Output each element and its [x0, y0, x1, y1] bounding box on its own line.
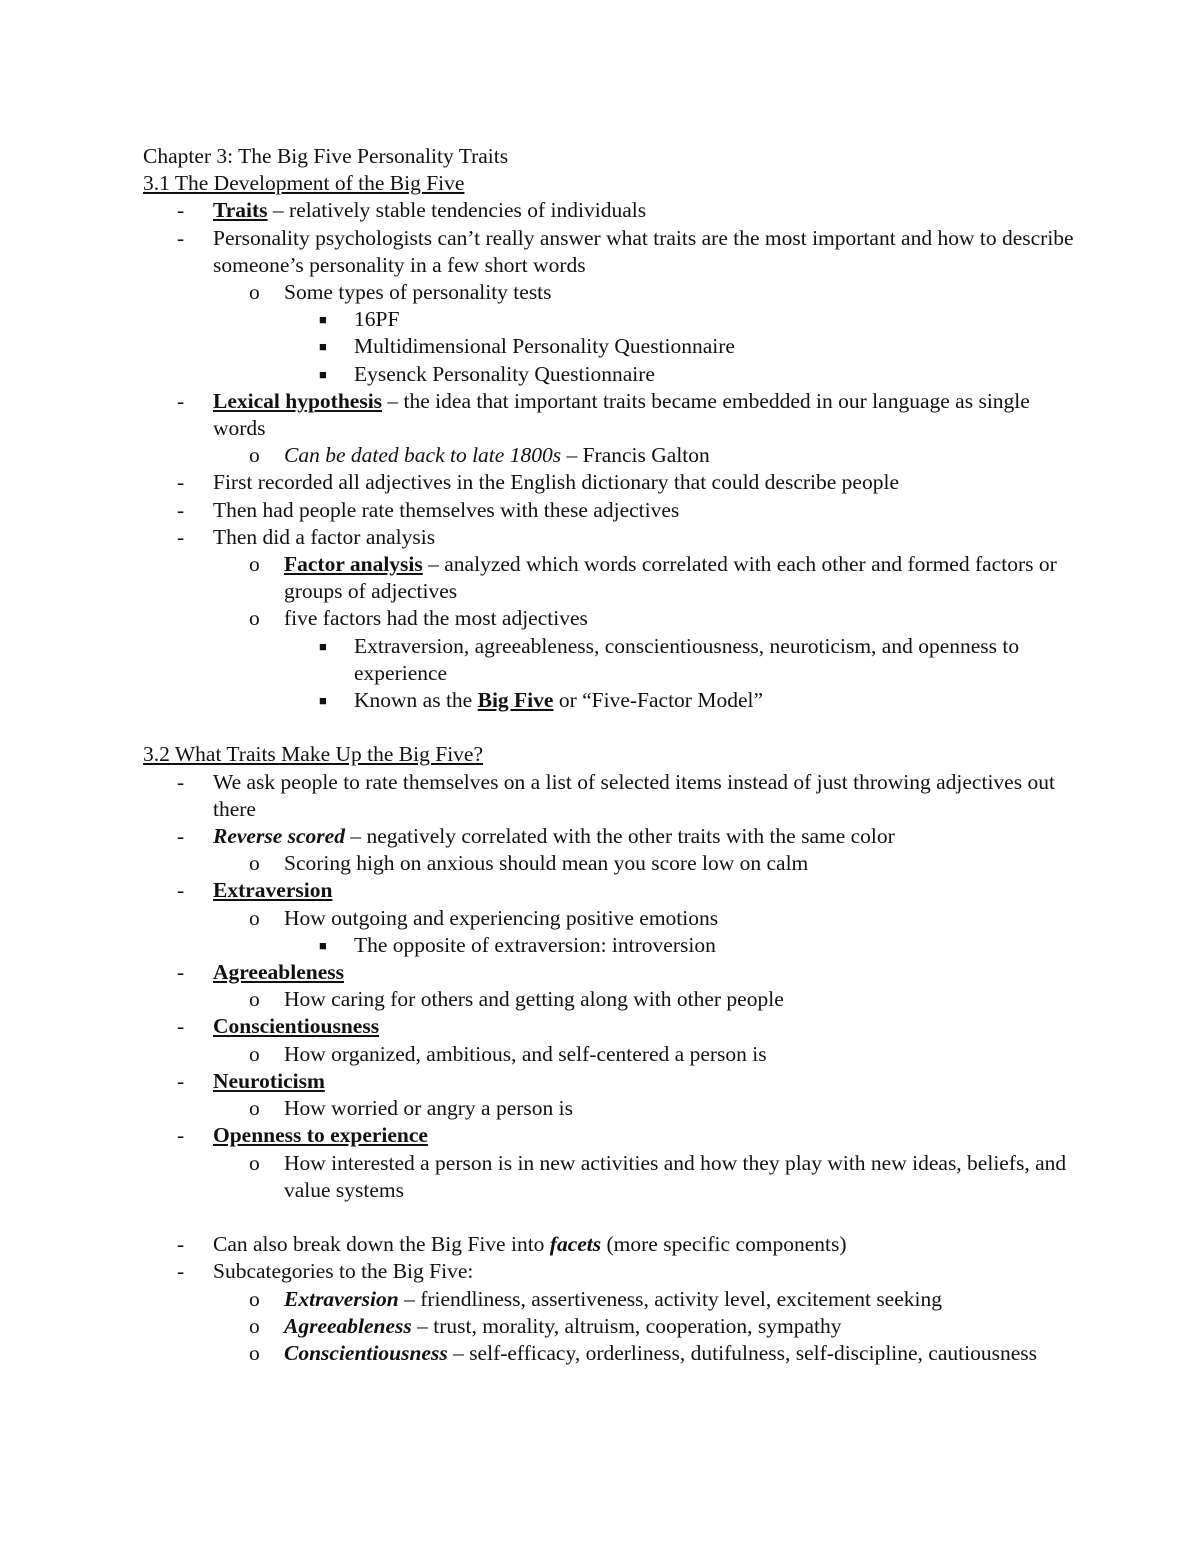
facets-suffix: (more specific components)	[601, 1232, 847, 1257]
list-item	[143, 1258, 1083, 1285]
list-item	[143, 1068, 1083, 1095]
term-reverse-scored: Reverse scored	[213, 824, 345, 849]
sub-list-item	[143, 605, 1083, 632]
dash-bullet: -	[177, 225, 185, 250]
term-neuroticism: Neuroticism	[213, 1068, 325, 1093]
list-item	[143, 959, 1083, 986]
term-lexical-hypothesis: Lexical hypothesis	[213, 388, 383, 413]
circle-bullet: o	[249, 280, 260, 305]
sub-sub-list-item	[143, 333, 1083, 360]
square-bullet: ■	[319, 339, 327, 355]
square-bullet: ■	[319, 312, 327, 328]
known-as-suffix: or “Five-Factor Model”	[553, 688, 764, 713]
dated-italic-text: Can be dated back to late 1800s	[284, 443, 562, 468]
sub-sub-list-item	[143, 306, 1083, 333]
sub-list-item	[143, 850, 1083, 877]
circle-bullet: o	[249, 443, 260, 468]
list-item	[143, 197, 1083, 224]
test-name: Eysenck Personality Questionnaire	[354, 361, 655, 386]
term-sub-extraversion: Extraversion	[284, 1286, 399, 1311]
circle-bullet: o	[249, 905, 260, 930]
test-name: 16PF	[354, 307, 400, 332]
list-item-text: Personality psychologists can’t really answer what traits are the most important and how to describe someone’s personality in a few short words	[213, 225, 1074, 277]
list-item-text: Subcategories to the Big Five:	[213, 1259, 474, 1284]
sub-list-item	[143, 1041, 1083, 1068]
list-item-text: Then did a factor analysis	[213, 524, 436, 549]
square-bullet: ■	[319, 366, 327, 382]
sub-list-item	[143, 986, 1083, 1013]
term-traits: Traits	[213, 198, 268, 223]
circle-bullet: o	[249, 1286, 260, 1311]
sub-sub-list-item	[143, 361, 1083, 388]
square-bullet: ■	[319, 937, 327, 953]
dash-bullet: -	[177, 470, 185, 495]
list-item-text: First recorded all adjectives in the English dictionary that could describe people	[213, 470, 899, 495]
list-item	[143, 524, 1083, 551]
spacer	[143, 714, 1083, 741]
dash-bullet: -	[177, 1014, 185, 1039]
sub-list-item	[143, 1313, 1083, 1340]
list-item	[143, 1013, 1083, 1040]
dash-bullet: -	[177, 1259, 185, 1284]
list-item-text: We ask people to rate themselves on a list of selected items instead of just throwing adjectives out there	[213, 769, 1055, 821]
section-heading-3-2: 3.2 What Traits Make Up the Big Five?	[143, 742, 484, 767]
sub-list-item	[143, 905, 1083, 932]
sub-list-item	[143, 1286, 1083, 1313]
list-item	[143, 469, 1083, 496]
spacer	[143, 1204, 1083, 1231]
facets-conscientiousness: – self-efficacy, orderliness, dutifulness, self-discipline, cautiousness	[447, 1340, 1037, 1365]
dash-bullet: -	[177, 497, 185, 522]
chapter-title: Chapter 3: The Big Five Personality Traits	[143, 144, 509, 168]
sub-sub-list-item	[143, 633, 1083, 687]
dash-bullet: -	[177, 524, 185, 549]
term-openness: Openness to experience	[213, 1123, 428, 1148]
circle-bullet: o	[249, 1096, 260, 1121]
sub-list-item	[143, 1340, 1083, 1367]
sub-list-item-text: Scoring high on anxious should mean you score low on calm	[284, 851, 809, 876]
circle-bullet: o	[249, 1313, 260, 1338]
sub-sub-list-item	[143, 932, 1083, 959]
definition-reverse-scored: – negatively correlated with the other traits with the same color	[344, 824, 895, 849]
facets-agreeableness: – trust, morality, altruism, cooperation, sympathy	[411, 1313, 842, 1338]
term-sub-agreeableness: Agreeableness	[284, 1313, 412, 1338]
sub-list-item-text: five factors had the most adjectives	[284, 606, 588, 631]
dash-bullet: -	[177, 198, 185, 223]
list-item	[143, 823, 1083, 850]
sub-list-item-text: How caring for others and getting along with other people	[284, 987, 784, 1012]
circle-bullet: o	[249, 1150, 260, 1175]
circle-bullet: o	[249, 851, 260, 876]
sub-list-item	[143, 1150, 1083, 1204]
sub-list-item-text: Some types of personality tests	[284, 280, 552, 305]
test-name: Multidimensional Personality Questionnaire	[354, 334, 735, 359]
term-big-five: Big Five	[477, 688, 554, 713]
dash-bullet: -	[177, 824, 185, 849]
sub-list-item	[143, 442, 1083, 469]
dated-attribution: – Francis Galton	[561, 443, 710, 468]
term-extraversion: Extraversion	[213, 878, 333, 903]
sub-list-item	[143, 1095, 1083, 1122]
sub-list-item-text: How organized, ambitious, and self-centered a person is	[284, 1041, 767, 1066]
known-as-text: Known as the	[354, 688, 478, 713]
term-factor-analysis: Factor analysis	[284, 552, 423, 577]
five-factor-list: Extraversion, agreeableness, conscientiousness, neuroticism, and openness to experience	[354, 633, 1020, 685]
definition-factor-analysis: – analyzed which words correlated with each other and formed factors or groups of adjectives	[284, 552, 1057, 604]
dash-bullet: -	[177, 1068, 185, 1093]
dash-bullet: -	[177, 960, 185, 985]
circle-bullet: o	[249, 987, 260, 1012]
facets-extraversion: – friendliness, assertiveness, activity level, excitement seeking	[398, 1286, 942, 1311]
term-sub-conscientiousness: Conscientiousness	[284, 1340, 448, 1365]
square-bullet: ■	[319, 693, 327, 709]
dash-bullet: -	[177, 1232, 185, 1257]
sub-list-item	[143, 279, 1083, 306]
dash-bullet: -	[177, 878, 185, 903]
list-item	[143, 1122, 1083, 1149]
circle-bullet: o	[249, 552, 260, 577]
sub-list-item-text: How worried or angry a person is	[284, 1096, 573, 1121]
notes-content	[143, 143, 1083, 1367]
dash-bullet: -	[177, 1123, 185, 1148]
sub-list-item-text: How outgoing and experiencing positive emotions	[284, 905, 719, 930]
dash-bullet: -	[177, 769, 185, 794]
sub-list-item	[143, 551, 1083, 605]
sub-sub-list-item-text: The opposite of extraversion: introversion	[354, 932, 716, 957]
sub-list-item-text: How interested a person is in new activities and how they play with new ideas, beliefs, and value systems	[284, 1150, 1067, 1202]
section-heading-3-1: 3.1 The Development of the Big Five	[143, 171, 465, 196]
term-conscientiousness: Conscientiousness	[213, 1014, 380, 1039]
circle-bullet: o	[249, 1340, 260, 1365]
dash-bullet: -	[177, 388, 185, 413]
facets-text: Can also break down the Big Five into	[213, 1232, 550, 1257]
circle-bullet: o	[249, 1041, 260, 1066]
list-item	[143, 225, 1083, 279]
term-facets: facets	[549, 1232, 602, 1257]
list-item	[143, 769, 1083, 823]
list-item	[143, 388, 1083, 442]
list-item	[143, 497, 1083, 524]
circle-bullet: o	[249, 606, 260, 631]
list-item	[143, 1231, 1083, 1258]
sub-sub-list-item	[143, 687, 1083, 714]
definition-traits: – relatively stable tendencies of individuals	[267, 198, 647, 223]
list-item-text: Then had people rate themselves with these adjectives	[213, 497, 680, 522]
definition-lexical-hypothesis: – the idea that important traits became embedded in our language as single words	[213, 388, 1030, 441]
list-item	[143, 877, 1083, 904]
square-bullet: ■	[319, 638, 327, 654]
term-agreeableness: Agreeableness	[213, 960, 344, 985]
